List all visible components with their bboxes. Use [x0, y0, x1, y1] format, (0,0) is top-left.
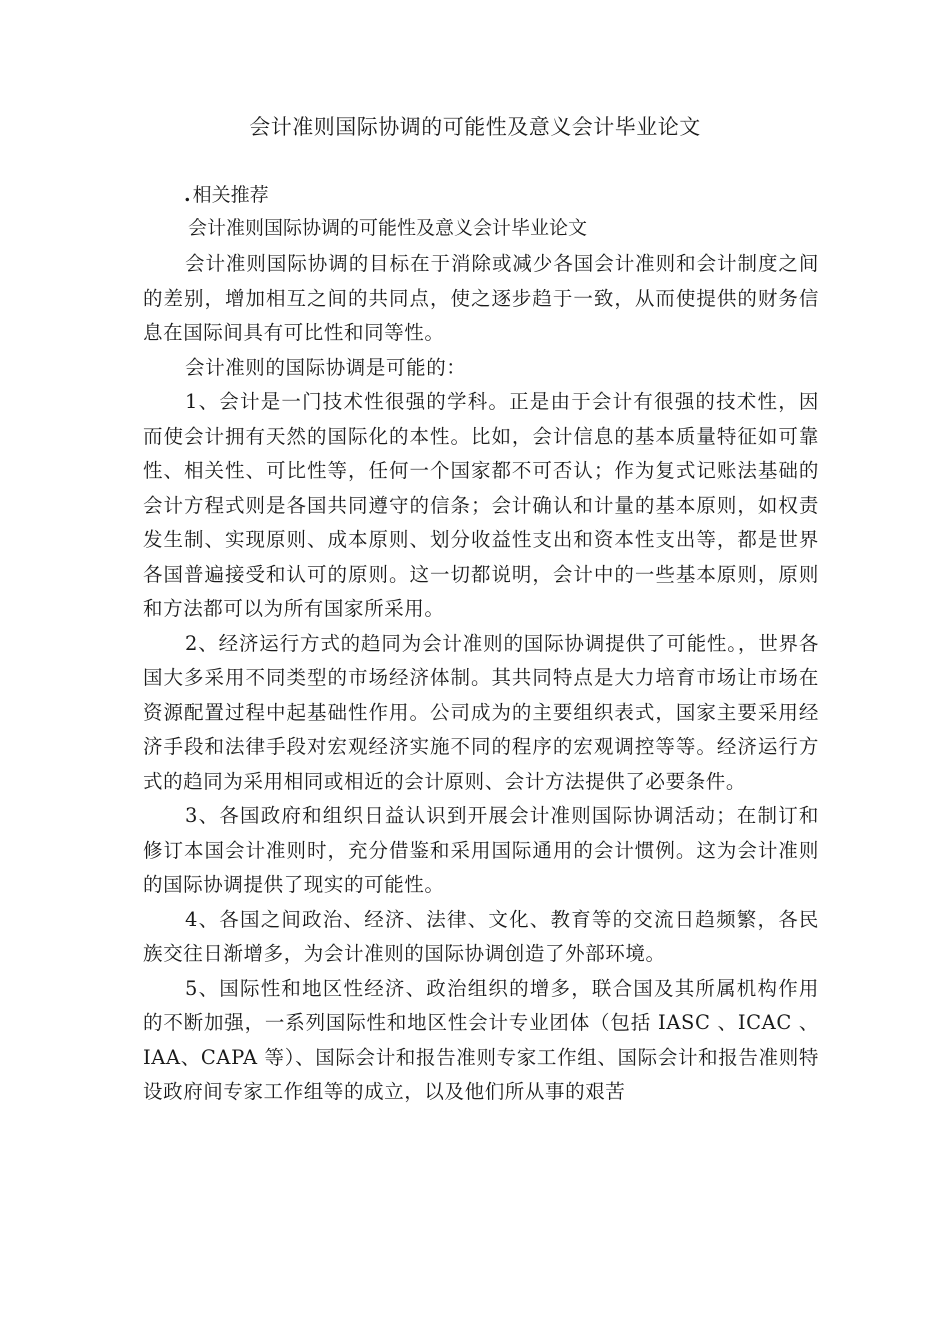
- section-label: [184, 180, 269, 210]
- section-label-text: 相关推荐: [192, 184, 269, 206]
- paragraph-intro: 会计准则国际协调的目标在于消除或减少各国会计准则和会计制度之间的差别，增加相互之间的共同点，使之逐步趋于一致，从而使提供的财务信息在国际间具有可比性和同等性。: [143, 252, 819, 344]
- paragraph-point-2: 2、经济运行方式的趋同为会计准则的国际协调提供了可能性。，世界各国大多采用不同类型的市场经济体制。其共同特点是大力培育市场让市场在资源配置过程中起基础性作用。公司成为的主要组织表式，国家主要采用经济手段和法律手段对宏观经济实施不同的程序的宏观调控等等。经济运行方式的趋同为采用相同或相近的会计原则、会计方法提供了必要条件。: [143, 631, 819, 793]
- paragraph-point-1: 1、会计是一门技术性很强的学科。正是由于会计有很强的技术性，因而使会计拥有天然的国际化的本性。比如，会计信息的基本质量特征如可靠性、相关性、可比性等，任何一个国家都不可否认；作为复式记账法基础的会计方程式则是各国共同遵守的信条；会计确认和计量的基本原则，如权责发生制、实现原则、成本原则、划分收益性支出和资本性支出等，都是世界各国普遍接受和认可的原则。这一切都说明，会计中的一些基本原则，原则和方法都可以为所有国家所采用。: [143, 390, 819, 620]
- paragraph-claim: 会计准则的国际协调是可能的：: [185, 355, 467, 379]
- paragraph-point-3: 3、各国政府和组织日益认识到开展会计准则国际协调活动；在制订和修订本国会计准则时，充分借鉴和采用国际通用的会计惯例。这为会计准则的国际协调提供了现实的可能性。: [143, 804, 819, 896]
- bullet-dot: .: [184, 184, 191, 206]
- paragraph-point-5: 5、国际性和地区性经济、政治组织的增多，联合国及其所属机构作用的不断加强，一系列国际性和地区性会计专业团体（包括 IASC 、ICAC 、IAA、CAPA 等）、国际会计和报告准则专家工作组、国际会计和报告准则特设政府间专家工作组等的成立，以及他们所从事的艰苦: [143, 976, 819, 1103]
- paragraph-point-4: 4、各国之间政治、经济、法律、文化、教育等的交流日趋频繁，各民族交往日渐增多，为会计准则的国际协调创造了外部环境。: [143, 907, 819, 965]
- document-body: [143, 247, 819, 1110]
- document-title: 会计准则国际协调的可能性及意义会计毕业论文: [249, 115, 701, 139]
- document-subtitle: 会计准则国际协调的可能性及意义会计毕业论文: [188, 217, 588, 239]
